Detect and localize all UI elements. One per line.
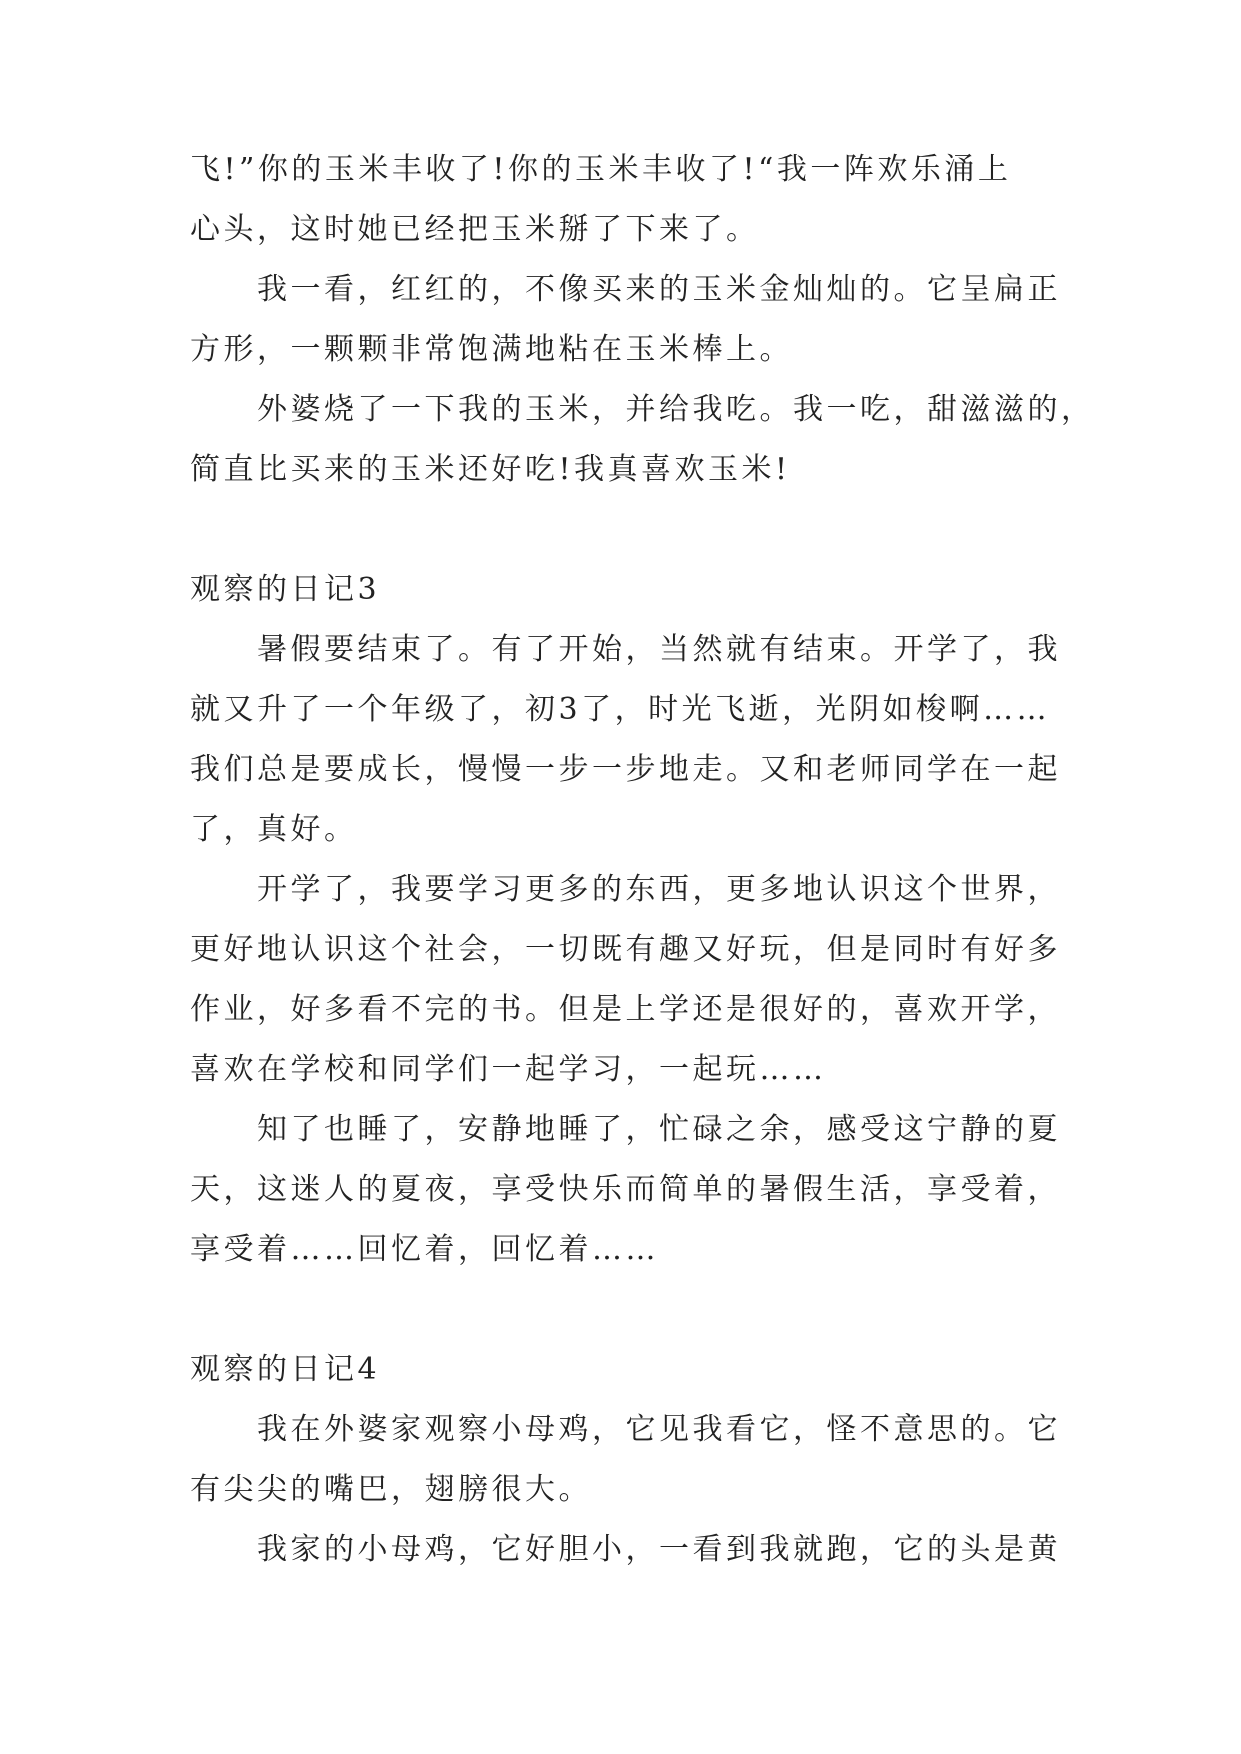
text-line: 开学了，我要学习更多的东西，更多地认识这个世界， (190, 872, 1061, 907)
text-line: 我家的小母鸡，它好胆小，一看到我就跑，它的头是黄 (190, 1532, 1061, 1567)
text-line: 作业，好多看不完的书。但是上学还是很好的，喜欢开学， (190, 992, 1061, 1027)
text-line: 就又升了一个年级了，初3了，时光飞逝，光阴如梭啊…… (190, 692, 1051, 727)
diary-entry-3 (190, 560, 1060, 1280)
section-title: 观察的日记4 (190, 1352, 381, 1387)
document-page (190, 140, 1095, 1580)
text-line: 飞!”你的玉米丰收了!你的玉米丰收了!“我一阵欢乐涌上 (190, 152, 1012, 187)
text-line: 知了也睡了，安静地睡了，忙碌之余，感受这宁静的夏 (190, 1112, 1061, 1147)
text-line: 方形，一颗颗非常饱满地粘在玉米棒上。 (190, 332, 793, 367)
diary-entry-4 (190, 1340, 1060, 1580)
text-line: 心头，这时她已经把玉米掰了下来了。 (190, 212, 760, 247)
text-line: 简直比买来的玉米还好吃!我真喜欢玉米! (190, 452, 791, 487)
section-title: 观察的日记3 (190, 572, 381, 607)
text-line: 更好地认识这个社会，一切既有趣又好玩，但是同时有好多 (190, 932, 1061, 967)
text-line: 天，这迷人的夏夜，享受快乐而简单的暑假生活，享受着， (190, 1172, 1061, 1207)
text-line: 我一看，红红的，不像买来的玉米金灿灿的。它呈扁正 (190, 272, 1061, 307)
text-line: 外婆烧了一下我的玉米，并给我吃。我一吃，甜滋滋的， (190, 392, 1095, 427)
section-spacer (190, 500, 1060, 560)
text-line: 了，真好。 (190, 812, 358, 847)
text-line: 我们总是要成长，慢慢一步一步地走。又和老师同学在一起 (190, 752, 1061, 787)
section-spacer (190, 1280, 1060, 1340)
text-line: 喜欢在学校和同学们一起学习，一起玩…… (190, 1052, 827, 1087)
text-line: 我在外婆家观察小母鸡，它见我看它，怪不意思的。它 (190, 1412, 1061, 1447)
diary-continuation (190, 140, 1095, 500)
text-line: 有尖尖的嘴巴，翅膀很大。 (190, 1472, 592, 1507)
text-line: 暑假要结束了。有了开始，当然就有结束。开学了，我 (190, 632, 1061, 667)
text-line: 享受着……回忆着，回忆着…… (190, 1232, 659, 1267)
